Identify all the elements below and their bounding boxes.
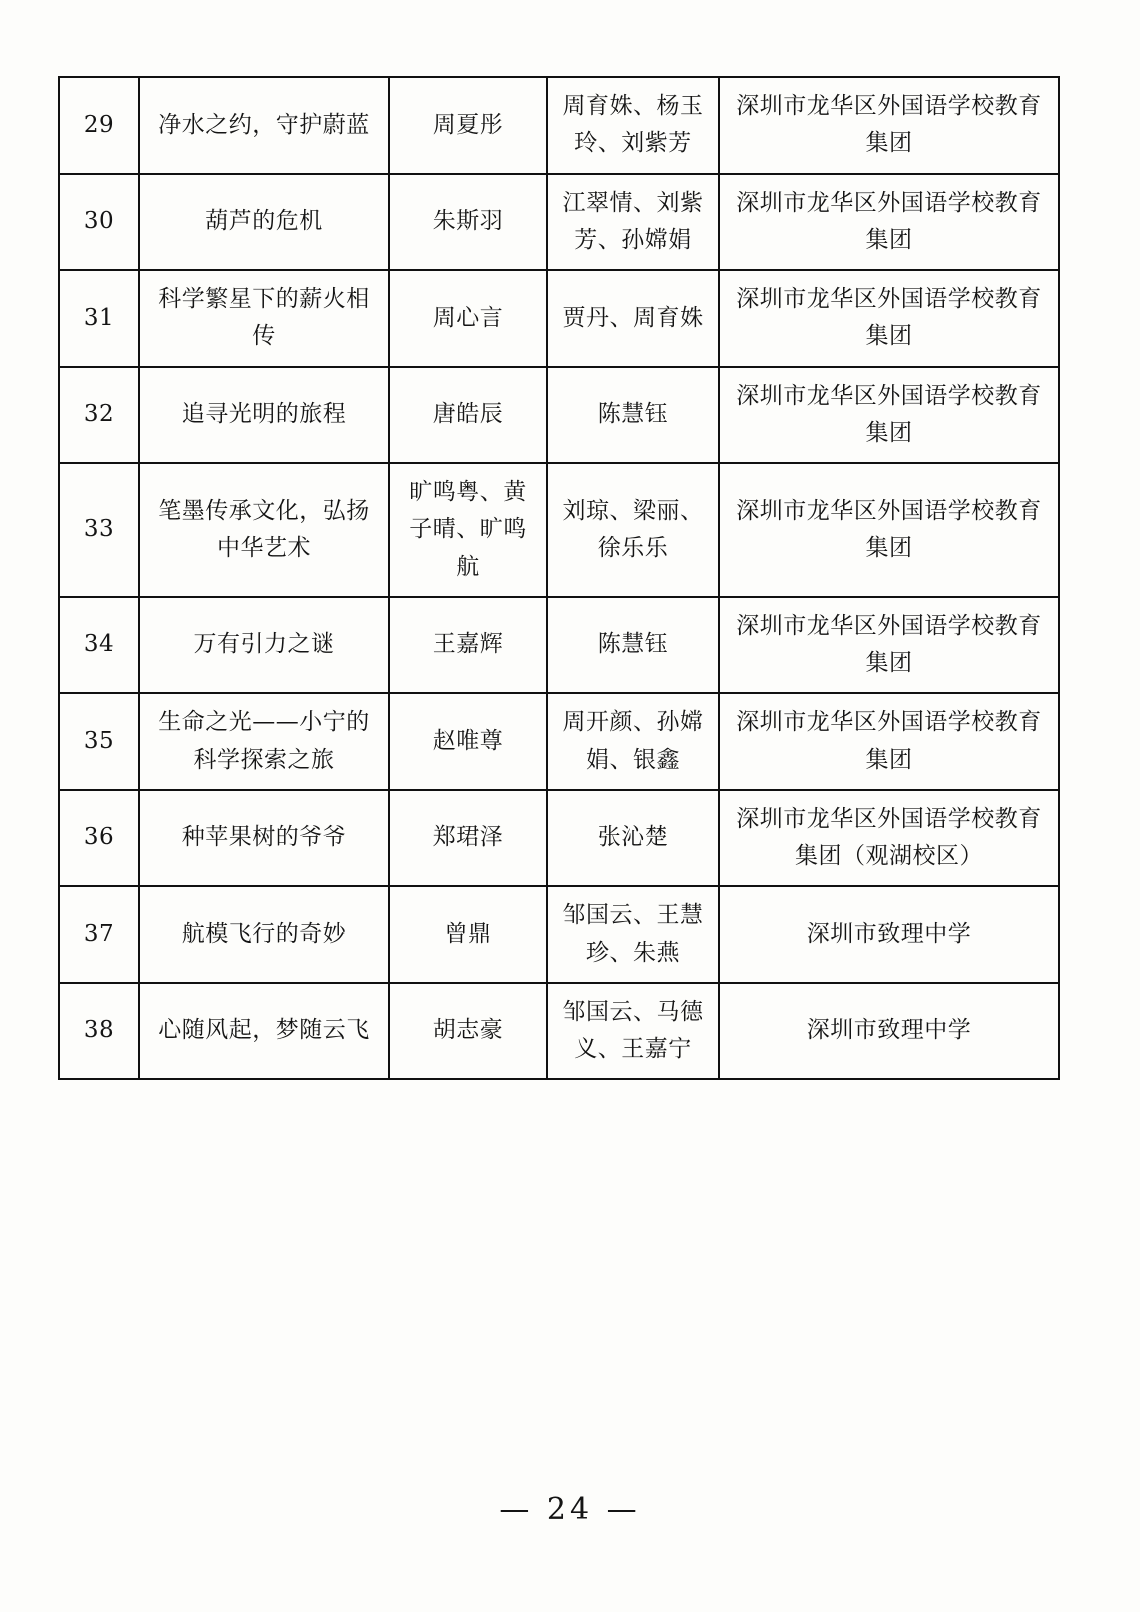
table-row xyxy=(59,270,1059,367)
cell-serial-number: 36 xyxy=(59,790,139,887)
cell-work-title: 种苹果树的爷爷 xyxy=(139,790,389,887)
cell-school: 深圳市龙华区外国语学校教育集团 xyxy=(719,367,1059,464)
cell-tutor: 江翠情、刘紫芳、孙嫦娟 xyxy=(547,174,719,271)
cell-serial-number: 33 xyxy=(59,463,139,597)
cell-author: 周夏彤 xyxy=(389,77,547,174)
cell-tutor: 周开颜、孙嫦娟、银鑫 xyxy=(547,693,719,790)
cell-work-title: 科学繁星下的薪火相传 xyxy=(139,270,389,367)
cell-tutor: 刘琼、梁丽、徐乐乐 xyxy=(547,463,719,597)
table-row xyxy=(59,597,1059,694)
cell-school: 深圳市龙华区外国语学校教育集团 xyxy=(719,463,1059,597)
cell-serial-number: 32 xyxy=(59,367,139,464)
page-number: — 24 — xyxy=(499,1492,641,1527)
cell-author: 唐皓辰 xyxy=(389,367,547,464)
cell-work-title: 航模飞行的奇妙 xyxy=(139,886,389,983)
cell-tutor: 邹国云、马德义、王嘉宁 xyxy=(547,983,719,1080)
cell-serial-number: 34 xyxy=(59,597,139,694)
cell-serial-number: 29 xyxy=(59,77,139,174)
table-body xyxy=(59,77,1059,1079)
cell-work-title: 追寻光明的旅程 xyxy=(139,367,389,464)
table-row xyxy=(59,174,1059,271)
cell-serial-number: 31 xyxy=(59,270,139,367)
cell-author: 胡志豪 xyxy=(389,983,547,1080)
cell-author: 旷鸣粤、黄子晴、旷鸣航 xyxy=(389,463,547,597)
cell-author: 朱斯羽 xyxy=(389,174,547,271)
cell-work-title: 笔墨传承文化，弘扬中华艺术 xyxy=(139,463,389,597)
cell-school: 深圳市龙华区外国语学校教育集团 xyxy=(719,77,1059,174)
table-row xyxy=(59,693,1059,790)
award-list-table-container xyxy=(58,76,1058,1080)
cell-serial-number: 35 xyxy=(59,693,139,790)
table-row xyxy=(59,77,1059,174)
cell-author: 周心言 xyxy=(389,270,547,367)
cell-serial-number: 38 xyxy=(59,983,139,1080)
cell-tutor: 邹国云、王慧珍、朱燕 xyxy=(547,886,719,983)
cell-work-title: 万有引力之谜 xyxy=(139,597,389,694)
table-row xyxy=(59,983,1059,1080)
cell-author: 王嘉辉 xyxy=(389,597,547,694)
cell-school: 深圳市龙华区外国语学校教育集团 xyxy=(719,174,1059,271)
cell-work-title: 净水之约，守护蔚蓝 xyxy=(139,77,389,174)
cell-work-title: 心随风起，梦随云飞 xyxy=(139,983,389,1080)
cell-tutor: 陈慧钰 xyxy=(547,367,719,464)
cell-serial-number: 37 xyxy=(59,886,139,983)
cell-author: 郑珺泽 xyxy=(389,790,547,887)
cell-tutor: 陈慧钰 xyxy=(547,597,719,694)
cell-school: 深圳市龙华区外国语学校教育集团 xyxy=(719,693,1059,790)
cell-work-title: 葫芦的危机 xyxy=(139,174,389,271)
cell-school: 深圳市致理中学 xyxy=(719,886,1059,983)
cell-author: 赵唯尊 xyxy=(389,693,547,790)
cell-serial-number: 30 xyxy=(59,174,139,271)
table-row xyxy=(59,886,1059,983)
cell-tutor: 周育姝、杨玉玲、刘紫芳 xyxy=(547,77,719,174)
table-row xyxy=(59,463,1059,597)
table-row xyxy=(59,790,1059,887)
page-footer xyxy=(0,1492,1140,1527)
table-row xyxy=(59,367,1059,464)
cell-author: 曾鼎 xyxy=(389,886,547,983)
cell-school: 深圳市龙华区外国语学校教育集团（观湖校区） xyxy=(719,790,1059,887)
cell-school: 深圳市致理中学 xyxy=(719,983,1059,1080)
cell-school: 深圳市龙华区外国语学校教育集团 xyxy=(719,270,1059,367)
cell-tutor: 贾丹、周育姝 xyxy=(547,270,719,367)
cell-tutor: 张沁楚 xyxy=(547,790,719,887)
cell-work-title: 生命之光——小宁的科学探索之旅 xyxy=(139,693,389,790)
cell-school: 深圳市龙华区外国语学校教育集团 xyxy=(719,597,1059,694)
award-list-table xyxy=(58,76,1060,1080)
